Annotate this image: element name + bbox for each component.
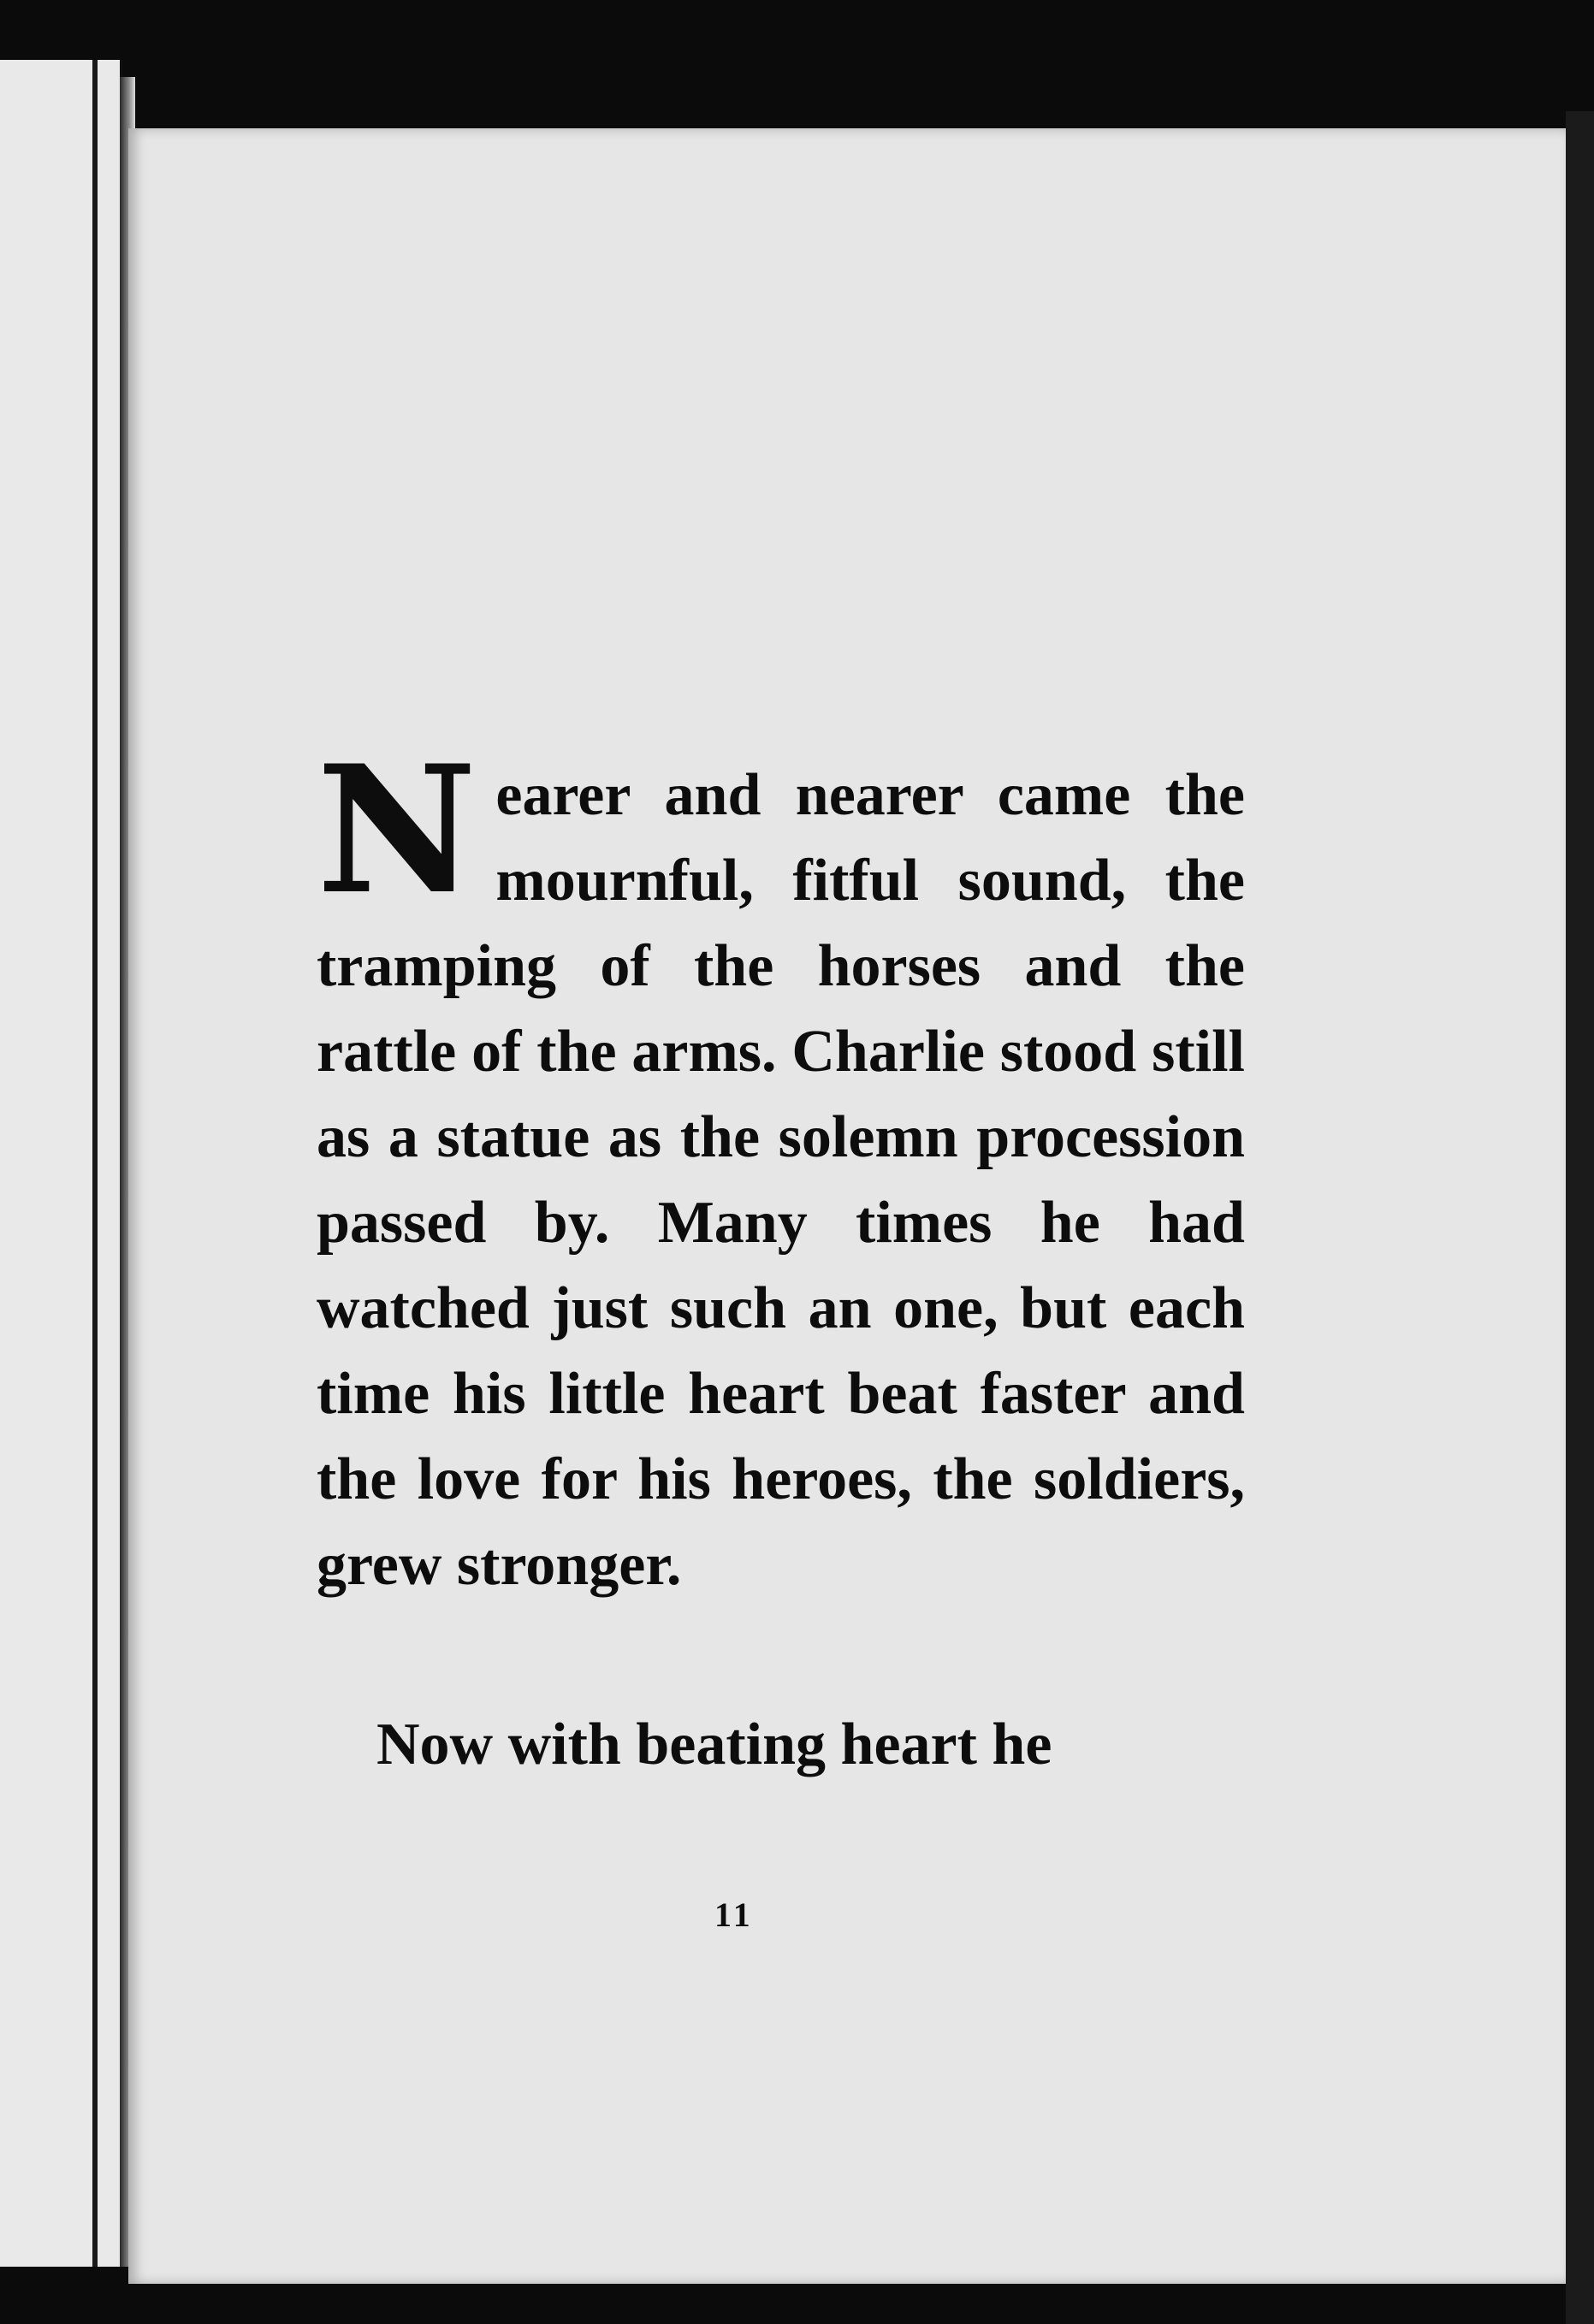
page-number: 11 — [714, 1895, 754, 1934]
paragraph-2: Now with beating heart he — [376, 1712, 1052, 1777]
facing-page-edge — [92, 60, 98, 2267]
drop-cap: N — [317, 728, 477, 933]
paragraph-1 — [317, 728, 1245, 1608]
paragraph-1-text: earer and nearer came the mournful, fitful sound, the tramping of the horses and the rattle of the arms. Charlie stood still as a statue as the solemn procession passed by. Many times he had watched just such an one, but each time his little heart beat faster and the love for his heroes, the soldiers, grew stronger. — [317, 762, 1245, 1598]
page-text — [317, 728, 1245, 1788]
book-edge — [1566, 111, 1594, 2324]
facing-page — [0, 60, 122, 2267]
